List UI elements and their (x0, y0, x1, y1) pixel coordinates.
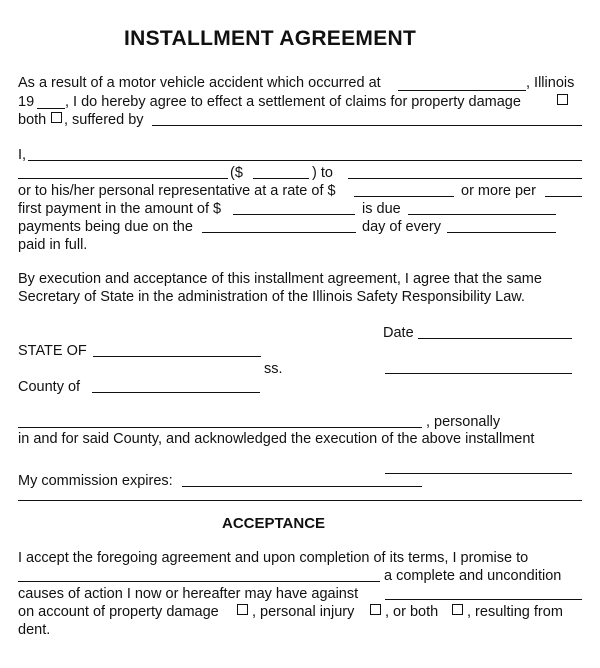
both-checkbox[interactable] (51, 112, 62, 123)
payment-period-blank[interactable] (447, 232, 556, 233)
acceptor-name-blank[interactable] (18, 581, 380, 582)
para1-line3-suffered: , suffered by (64, 112, 144, 128)
para1-line2-year: 19 (18, 94, 35, 110)
payee-blank[interactable] (348, 178, 582, 179)
para1-line6-end: or more per (461, 183, 536, 199)
suffered-by-blank[interactable] (152, 125, 582, 126)
signature-blank[interactable] (385, 373, 572, 374)
acceptance-both-checkbox[interactable] (452, 604, 463, 615)
section-divider (18, 500, 582, 501)
para1-line8: payments being due on the (18, 219, 193, 235)
notary-name-blank[interactable] (18, 427, 422, 428)
acceptance-line4-c: , or both (385, 604, 439, 620)
amount-number-blank[interactable] (253, 178, 309, 179)
acceptance-line2-end: a complete and uncondition (384, 568, 562, 584)
para1-line5-dollar: ($ (230, 165, 243, 181)
para1-line1: As a result of a motor vehicle accident which occurred at (18, 75, 381, 91)
commission-expires-blank[interactable] (182, 486, 422, 487)
state-blank[interactable] (93, 356, 261, 357)
property-damage-checkbox[interactable] (557, 94, 568, 105)
first-payment-blank[interactable] (233, 214, 355, 215)
date-blank[interactable] (418, 338, 572, 339)
para1-line6: or to his/her personal representative at a rate of $ (18, 183, 336, 199)
acceptance-line3: causes of action I now or hereafter may have against (18, 586, 359, 602)
acceptance-heading: ACCEPTANCE (222, 515, 326, 532)
state-of-label: STATE OF (18, 343, 87, 359)
para1-line9: paid in full. (18, 237, 88, 253)
personal-injury-checkbox[interactable] (370, 604, 381, 615)
county-blank[interactable] (92, 392, 260, 393)
ss-label: ss. (264, 361, 283, 377)
accident-location-blank[interactable] (398, 90, 526, 91)
acceptance-line4-a: on account of property damage (18, 604, 219, 620)
para1-line7-due: is due (362, 201, 401, 217)
document-title: INSTALLMENT AGREEMENT (124, 27, 417, 50)
notary-signature-blank[interactable] (385, 473, 572, 474)
commission-expires-label: My commission expires: (18, 473, 173, 489)
acceptance-line4-b: , personal injury (252, 604, 355, 620)
para1-line8-every: day of every (362, 219, 441, 235)
rate-period-blank[interactable] (545, 196, 582, 197)
acceptance-line5: dent. (18, 622, 51, 638)
payment-day-blank[interactable] (202, 232, 356, 233)
acceptance-line4-d: , resulting from (467, 604, 563, 620)
para1-line4-i: I, (18, 147, 27, 163)
acceptance-property-damage-checkbox[interactable] (237, 604, 248, 615)
para1-line3-both: both (18, 112, 47, 128)
rate-blank[interactable] (354, 196, 454, 197)
in-and-for-text: in and for said County, and acknowledged the execution of the above installment (18, 431, 535, 447)
para1-line2-text: , I do hereby agree to effect a settlement of claims for property damage (65, 94, 521, 110)
date-label: Date (383, 325, 414, 341)
due-date-blank[interactable] (408, 214, 556, 215)
name-blank[interactable] (28, 160, 582, 161)
para2-line1: By execution and acceptance of this installment agreement, I agree that the same (18, 271, 542, 287)
para1-line5-to: ) to (312, 165, 333, 181)
year-blank[interactable] (37, 108, 65, 109)
para2-line2: Secretary of State in the administration of the Illinois Safety Responsibility Law. (18, 289, 525, 305)
personally-text: , personally (426, 414, 501, 430)
county-of-label: County of (18, 379, 81, 395)
amount-words-blank[interactable] (18, 178, 228, 179)
para1-line7: first payment in the amount of $ (18, 201, 222, 217)
acceptance-line1: I accept the foregoing agreement and upon completion of its terms, I promise to (18, 550, 529, 566)
para1-line1-end: , Illinois (526, 75, 575, 91)
against-party-blank[interactable] (385, 599, 582, 600)
